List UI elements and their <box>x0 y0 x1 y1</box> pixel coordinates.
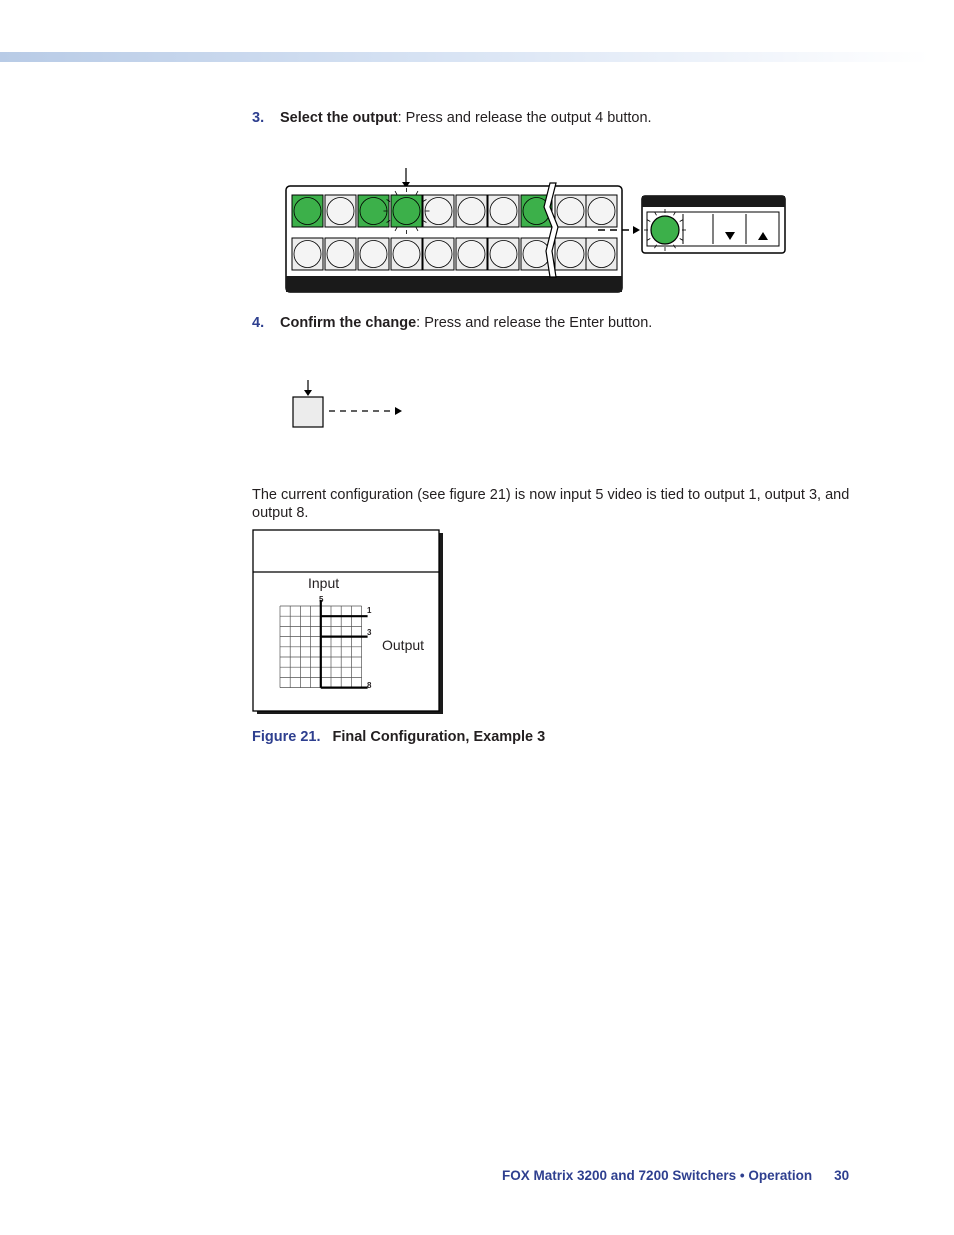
enter-button <box>293 397 323 427</box>
panel-button-face <box>294 241 321 268</box>
output-label: Output <box>382 637 425 653</box>
panel-button-face <box>490 198 517 225</box>
step-title: Confirm the change <box>280 315 417 331</box>
panel-button-face <box>393 241 420 268</box>
pointer-arrowhead <box>304 390 312 396</box>
panel-button-face <box>588 198 615 225</box>
panel-button-face <box>360 241 387 268</box>
output-number-8: 8 <box>367 681 372 690</box>
panel-button-face <box>490 241 517 268</box>
panel-button-face <box>557 241 584 268</box>
panel-button-face <box>458 198 485 225</box>
panel-button-face <box>360 198 387 225</box>
figure-title: Final Configuration, Example 3 <box>332 729 546 745</box>
panel-button-face <box>588 241 615 268</box>
enter-button-lit <box>651 216 679 244</box>
control-panel-header <box>642 196 785 207</box>
step-title: Select the output <box>280 110 398 126</box>
panel-button-face <box>425 241 452 268</box>
panel-button-face <box>294 198 321 225</box>
connector-arrowhead <box>395 407 402 415</box>
footer-title: FOX Matrix 3200 and 7200 Switchers • Operation <box>502 1168 813 1183</box>
input-label: Input <box>308 575 340 591</box>
output-number-1: 1 <box>367 606 372 615</box>
output-number-3: 3 <box>367 628 372 637</box>
panel-bottom-strip <box>286 276 622 292</box>
page-number: 30 <box>834 1168 850 1183</box>
enter-button-diagram <box>285 378 410 433</box>
step-text: : Press and release the output 4 button. <box>397 110 652 126</box>
configuration-paragraph: The current configuration (see figure 21) is now input 5 video is tied to output 1, output 3, and output 8. <box>252 487 850 521</box>
panel-button-face <box>327 241 354 268</box>
front-panel-diagram <box>280 165 790 300</box>
step-number: 3. <box>252 110 265 126</box>
figure-frame <box>253 530 439 711</box>
input-number: 5 <box>319 595 324 604</box>
header-band <box>0 52 930 62</box>
step-3 <box>252 109 652 127</box>
panel-button-face <box>458 241 485 268</box>
figure-label: Figure 21. <box>252 729 321 745</box>
figure-caption <box>252 729 545 745</box>
panel-button-face <box>557 198 584 225</box>
panel-button-face <box>327 198 354 225</box>
panel-button-face <box>393 198 420 225</box>
page-footer <box>502 1168 849 1183</box>
connector-arrowhead <box>633 226 640 234</box>
configuration-figure <box>250 526 450 718</box>
step-text: : Press and release the Enter button. <box>416 315 653 331</box>
step-number: 4. <box>252 315 265 331</box>
step-4 <box>252 314 652 332</box>
